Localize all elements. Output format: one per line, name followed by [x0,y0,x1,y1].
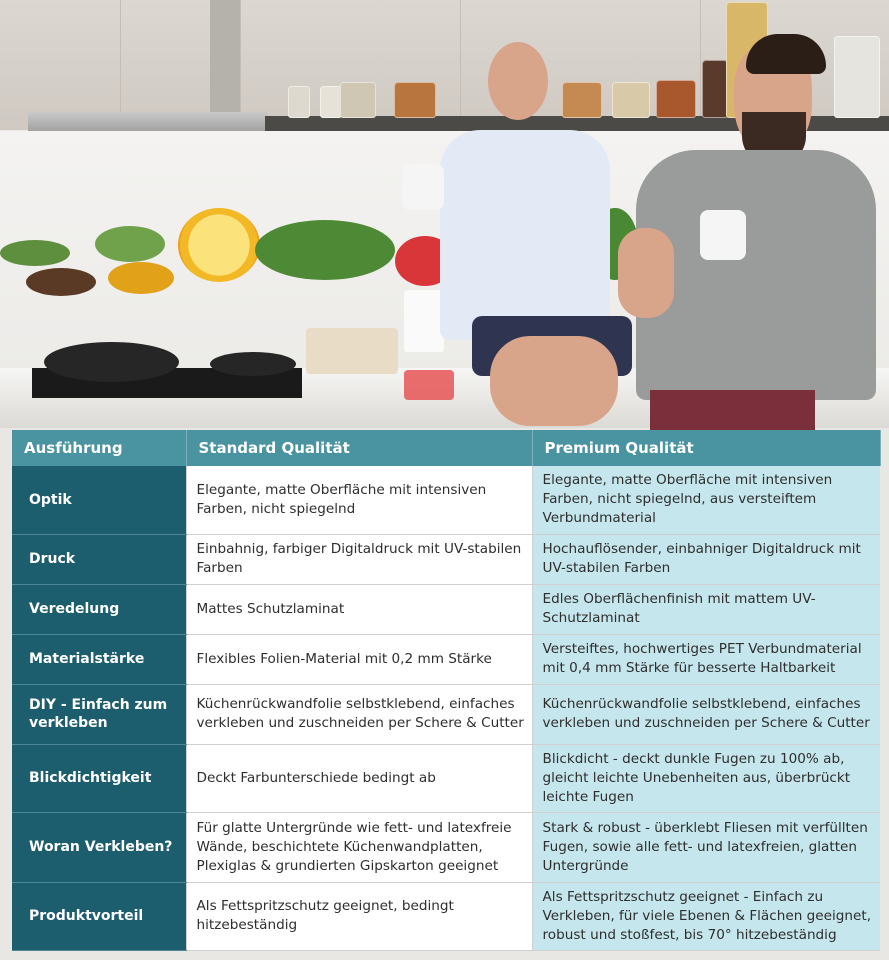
premium-cell: Küchenrückwandfolie selbstklebend, einfaches verkleben und zuschneiden per Schere & Cutter [532,684,880,744]
row-label: Materialstärke [12,634,186,684]
premium-cell: Edles Oberflächenfinish mit mattem UV-Schutzlaminat [532,584,880,634]
table-row [12,634,880,684]
standard-cell: Deckt Farbunterschiede bedingt ab [186,744,532,812]
header-ausfuehrung: Ausführung [12,430,186,466]
table-row [12,466,880,534]
standard-cell: Für glatte Untergründe wie fett- und latexfreie Wände, beschichtete Küchenwandplatten, Plexiglas & grundierten Gipskarton geeignet [186,812,532,882]
premium-cell: Blickdicht - deckt dunkle Fugen zu 100% ab, gleicht leichte Unebenheiten aus, überbrückt leichte Fugen [532,744,880,812]
standard-cell: Einbahnig, farbiger Digitaldruck mit UV-stabilen Farben [186,534,532,584]
standard-cell: Elegante, matte Oberfläche mit intensiven Farben, nicht spiegelnd [186,466,532,534]
row-label: Woran Verkleben? [12,812,186,882]
row-label: Produktvorteil [12,882,186,950]
row-label: Veredelung [12,584,186,634]
premium-cell: Als Fettspritzschutz geeignet - Einfach zu Verkleben, für viele Ebenen & Flächen geeignet, robust und stoßfest, bis 70° hitzebeständig [532,882,880,950]
standard-cell: Mattes Schutzlaminat [186,584,532,634]
table-row [12,812,880,882]
standard-cell: Als Fettspritzschutz geeignet, bedingt hitzebeständig [186,882,532,950]
table-row [12,534,880,584]
premium-cell: Hochauflösender, einbahniger Digitaldruck mit UV-stabilen Farben [532,534,880,584]
row-label: Optik [12,466,186,534]
row-label: DIY - Einfach zum verkleben [12,684,186,744]
row-label: Blickdichtigkeit [12,744,186,812]
comparison-table [12,430,880,950]
table-row [12,584,880,634]
lemon [178,208,260,282]
header-standard: Standard Qualität [186,430,532,466]
row-label: Druck [12,534,186,584]
table-row [12,744,880,812]
frying-pan [44,342,179,382]
premium-cell: Elegante, matte Oberfläche mit intensiven Farben, nicht spiegelnd, aus versteiftem Verbundmaterial [532,466,880,534]
premium-cell: Versteiftes, hochwertiges PET Verbundmaterial mit 0,4 mm Stärke für besserte Haltbarkeit [532,634,880,684]
small-pan [210,352,296,376]
hood-chimney [210,0,240,115]
table-row [12,684,880,744]
premium-cell: Stark & robust - überklebt Fliesen mit verfüllten Fugen, sowie alle fett- und latexfreien, glatten Untergründe [532,812,880,882]
table-row [12,882,880,950]
header-premium: Premium Qualität [532,430,880,466]
standard-cell: Küchenrückwandfolie selbstklebend, einfaches verkleben und zuschneiden per Schere & Cutter [186,684,532,744]
standard-cell: Flexibles Folien-Material mit 0,2 mm Stärke [186,634,532,684]
table-header-row [12,430,880,466]
